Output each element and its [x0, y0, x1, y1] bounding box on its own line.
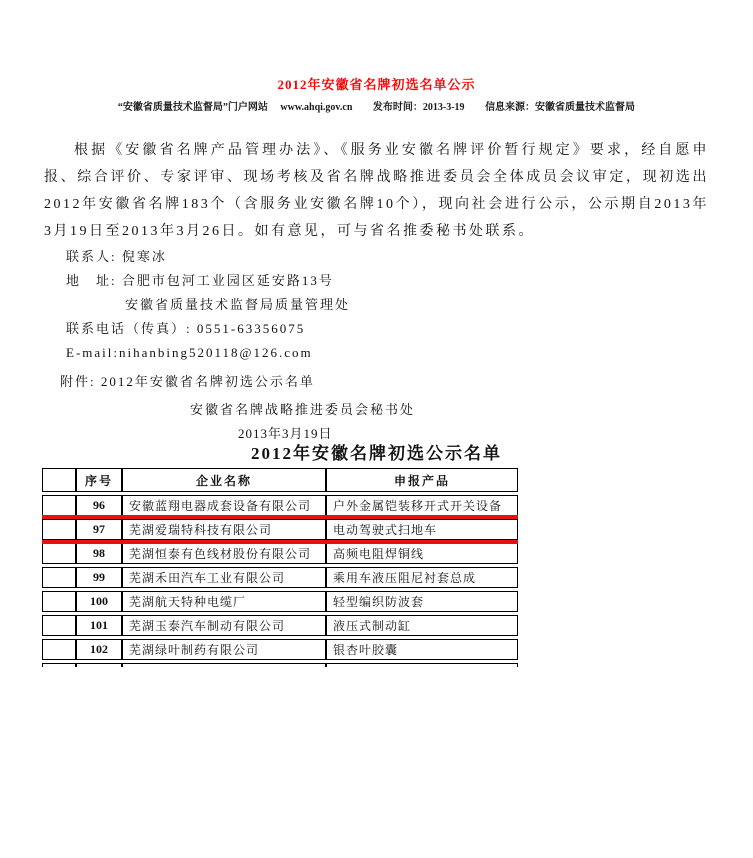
row-company: 芜湖禾田汽车工业有限公司 — [122, 567, 326, 588]
brands-table — [42, 465, 518, 667]
contact-person: 联系人: 倪寒冰 — [66, 249, 167, 264]
header-cell-company: 企业名称 — [122, 468, 326, 492]
table-row — [42, 639, 518, 660]
row-product: 液压式制动缸 — [326, 615, 518, 636]
row-company — [122, 663, 326, 667]
brands-table-wrapper — [42, 465, 518, 667]
row-company: 芜湖恒泰有色线材股份有限公司 — [122, 543, 326, 564]
table-row-highlighted — [42, 519, 518, 540]
row-margin-cell — [42, 567, 76, 588]
attachment-line: 附件: 2012年安徽省名牌初选公示名单 — [60, 374, 315, 389]
table-row-clipped — [42, 663, 518, 667]
contact-block — [66, 245, 753, 365]
document-page — [0, 77, 753, 858]
row-number: 97 — [76, 519, 122, 540]
row-product: 户外金属铠装移开式开关设备 — [326, 495, 518, 516]
row-margin-cell — [42, 639, 76, 660]
row-product: 乘用车液压阻尼衬套总成 — [326, 567, 518, 588]
contact-address: 地 址: 合肥市包河工业园区延安路13号 — [66, 273, 334, 288]
row-margin-cell — [42, 615, 76, 636]
row-number — [76, 663, 122, 667]
row-company: 芜湖航天特种电缆厂 — [122, 591, 326, 612]
row-number: 99 — [76, 567, 122, 588]
row-product: 银杏叶胶囊 — [326, 639, 518, 660]
row-number: 101 — [76, 615, 122, 636]
table-row — [42, 567, 518, 588]
row-margin-cell — [42, 519, 76, 540]
table-row — [42, 591, 518, 612]
table-row — [42, 543, 518, 564]
header-cell-no: 序号 — [76, 468, 122, 492]
row-number: 102 — [76, 639, 122, 660]
header-cell-margin — [42, 468, 76, 492]
row-company: 芜湖玉泰汽车制动有限公司 — [122, 615, 326, 636]
row-number: 100 — [76, 591, 122, 612]
row-margin-cell — [42, 663, 76, 667]
meta-site: “安徽省质量技术监督局”门户网站 — [117, 102, 268, 113]
header-cell-product: 申报产品 — [326, 468, 518, 492]
table-row — [42, 495, 518, 516]
row-margin-cell — [42, 543, 76, 564]
row-company: 芜湖爱瑞特科技有限公司 — [122, 519, 326, 540]
contact-email: E-mail:nihanbing520118@126.com — [66, 345, 313, 360]
signature-line: 安徽省名牌战略推进委员会秘书处 — [190, 402, 416, 417]
contact-address-dept: 安徽省质量技术监督局质量管理处 — [125, 297, 351, 312]
meta-source: 信息来源：安徽省质量技术监督局 — [485, 102, 636, 113]
row-number: 96 — [76, 495, 122, 516]
row-product: 高频电阻焊铜线 — [326, 543, 518, 564]
table-row — [42, 615, 518, 636]
table-title: 2012年安徽名牌初选公示名单 — [251, 444, 502, 463]
meta-publish-time: 发布时间：2013-3-19 — [372, 102, 465, 113]
row-product: 电动驾驶式扫地车 — [326, 519, 518, 540]
meta-url: www.ahqi.gov.cn — [280, 102, 353, 113]
row-margin-cell — [42, 591, 76, 612]
contact-phone: 联系电话（传真）: 0551-63356075 — [66, 321, 306, 336]
table-header-row — [42, 468, 518, 492]
announcement-paragraph: 根据《安徽省名牌产品管理办法》、《服务业安徽名牌评价暂行规定》要求，经自愿申报、综合评价、专家评审、现场考核及省名牌战略推进委员会全体成员会议审定，现初选出2012年安徽省名牌183个（含服务业安徽名牌10个），现向社会进行公示，公示期自2013年3月19日至2013年3月26日。如有意见，可与省名推委秘书处联系。 — [44, 143, 709, 239]
row-margin-cell — [42, 495, 76, 516]
row-product — [326, 663, 518, 667]
row-company: 安徽蓝翔电器成套设备有限公司 — [122, 495, 326, 516]
page-title: 2012年安徽省名牌初选名单公示 — [277, 77, 476, 92]
row-product: 轻型编织防波套 — [326, 591, 518, 612]
row-company: 芜湖绿叶制药有限公司 — [122, 639, 326, 660]
row-number: 98 — [76, 543, 122, 564]
meta-line — [0, 101, 753, 115]
signature-date: 2013年3月19日 — [238, 426, 333, 441]
